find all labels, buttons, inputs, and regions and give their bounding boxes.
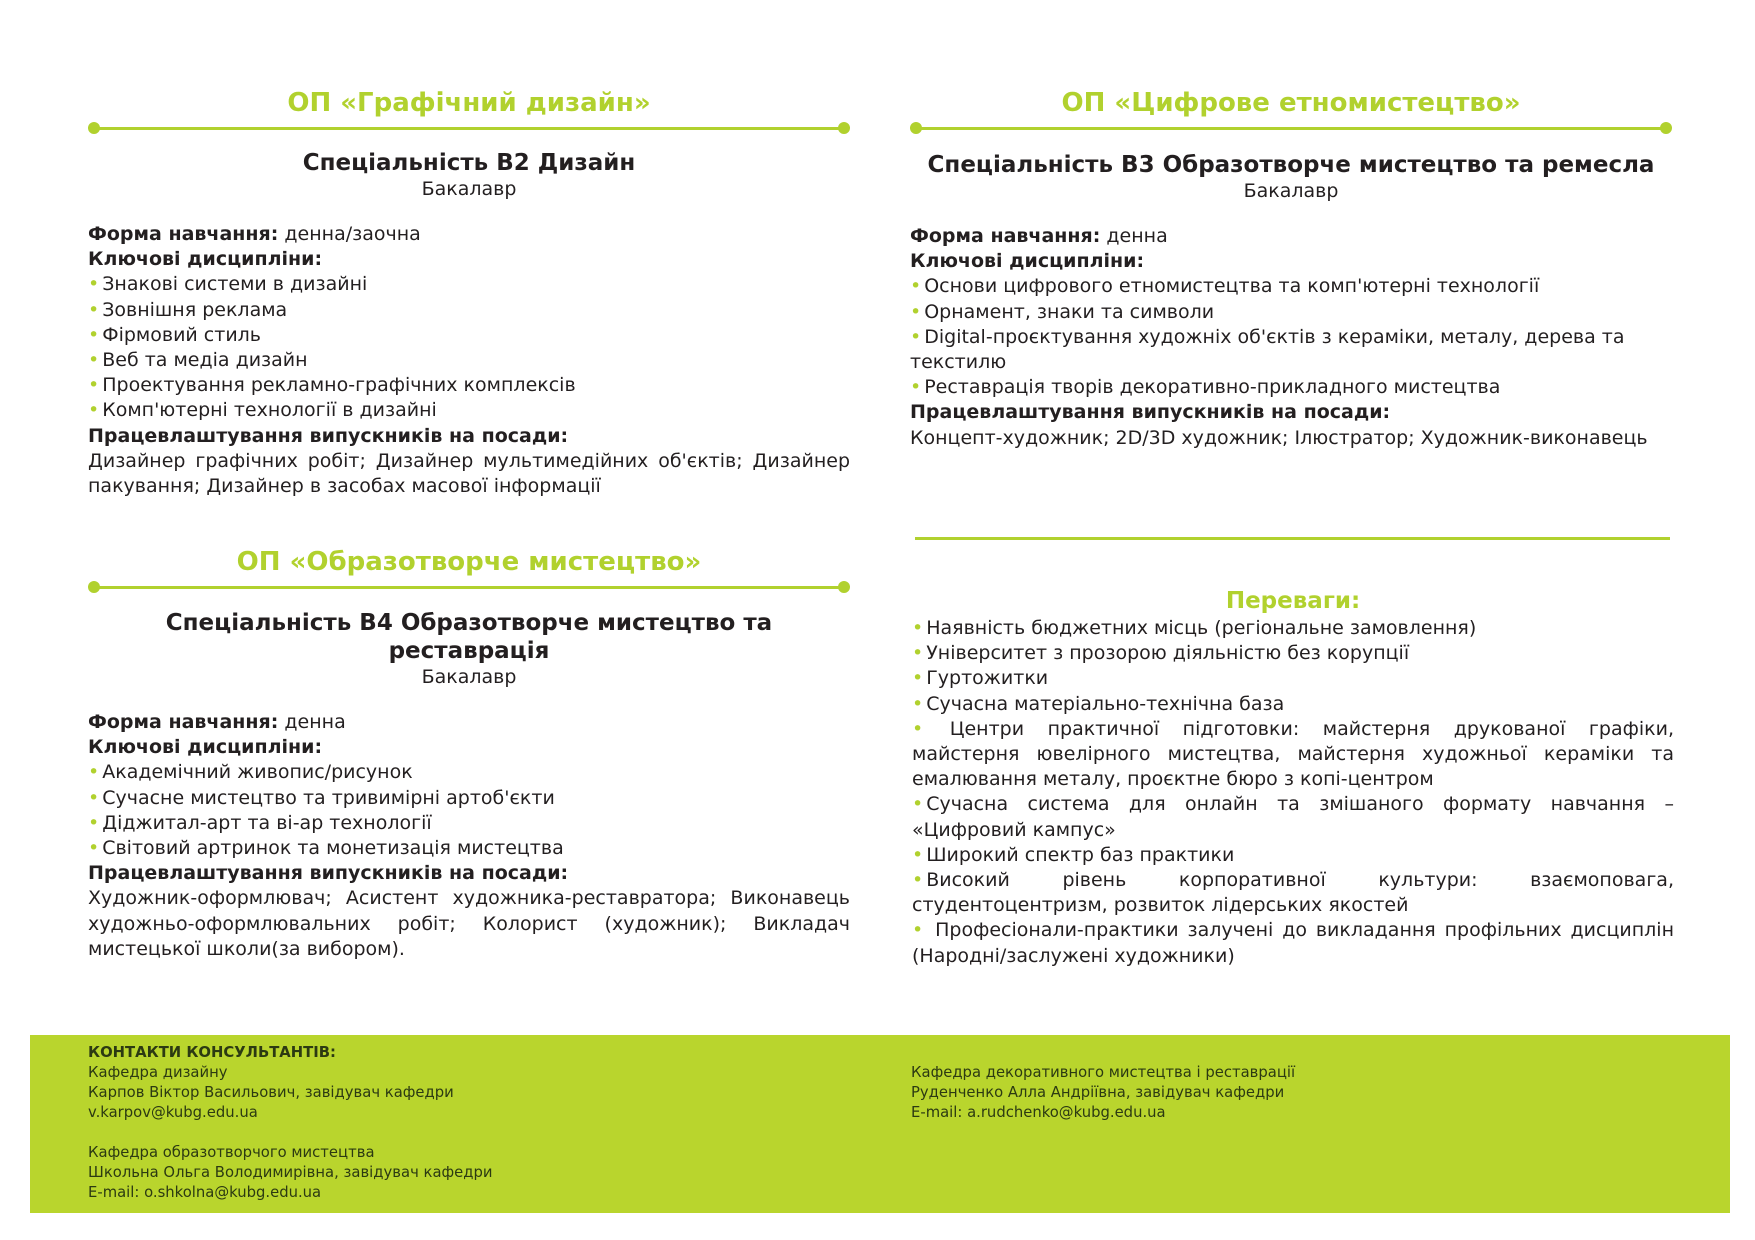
- program-title: ОП «Цифрове етномистецтво»: [1061, 88, 1521, 118]
- employment-label: Працевлаштування випускників на посади:: [88, 424, 569, 447]
- employment-text: Концепт-художник; 2D/3D художник; Ілюстратор; Художник-виконавець: [910, 426, 1648, 449]
- title-divider: [88, 580, 850, 594]
- department-head: Карпов Віктор Васильович, завідувач кафедри: [88, 1084, 454, 1101]
- list-item: • Проектування рекламно-графічних комплексів: [88, 373, 850, 398]
- list-item: • Сучасна система для онлайн та змішаного формату навчання – «Цифровий кампус»: [912, 792, 1674, 842]
- list-item: • Digital-проєктування художніх об'єктів з кераміки, металу, дерева та текстилю: [910, 325, 1672, 375]
- list-item: • Гуртожитки: [912, 666, 1674, 691]
- program-fine-art: [88, 544, 850, 962]
- disciplines-label: Ключові дисципліни:: [88, 736, 323, 759]
- list-item: • Академічний живопис/рисунок: [88, 760, 850, 785]
- advantages-section: [912, 586, 1674, 969]
- list-item: • Основи цифрового етномистецтва та комп'ютерні технології: [910, 274, 1672, 299]
- list-item: • Університет з прозорою діяльністю без корупції: [912, 641, 1674, 666]
- disciplines-label: Ключові дисципліни:: [910, 250, 1145, 273]
- program-title: ОП «Графічний дизайн»: [287, 88, 651, 118]
- email-link[interactable]: E-mail: a.rudchenko@kubg.edu.ua: [911, 1104, 1166, 1121]
- degree-label: Бакалавр: [421, 178, 517, 200]
- list-item: • Фірмовий стиль: [88, 323, 850, 348]
- list-item: • Наявність бюджетних місць (регіональне замовлення): [912, 616, 1674, 641]
- list-item: • Центри практичної підготовки: майстерня друкованої графіки, майстерня ювелірного мистецтва, майстерня художньої кераміки та емалювання металу, проєктне бюро з копі-центром: [912, 717, 1674, 793]
- section-divider: [915, 537, 1670, 540]
- list-item: • Комп'ютерні технології в дизайні: [88, 398, 850, 423]
- list-item: • Реставрація творів декоративно-прикладного мистецтва: [910, 375, 1672, 400]
- study-form: Форма навчання: денна: [910, 225, 1168, 247]
- list-item: • Широкий спектр баз практики: [912, 843, 1674, 868]
- email-link[interactable]: v.karpov@kubg.edu.ua: [88, 1104, 258, 1121]
- list-item: • Професіонали-практики залучені до викладання профільних дисциплін (Народні/заслужені художники): [912, 918, 1674, 968]
- study-form: Форма навчання: денна: [88, 711, 346, 733]
- title-divider: [910, 121, 1672, 135]
- email-link[interactable]: E-mail: o.shkolna@kubg.edu.ua: [88, 1184, 322, 1201]
- contacts-heading: КОНТАКТИ КОНСУЛЬТАНТІВ:: [88, 1044, 336, 1061]
- title-divider: [88, 121, 850, 135]
- list-item: • Високий рівень корпоративної культури: взаємоповага, студентоцентризм, розвиток лідерських якостей: [912, 868, 1674, 918]
- disciplines-label: Ключові дисципліни:: [88, 248, 323, 271]
- list-item: • Знакові системи в дизайні: [88, 272, 850, 297]
- specialty-heading: Спеціальність В3 Образотворче мистецтво та ремесла: [927, 152, 1655, 178]
- employment-label: Працевлаштування випускників на посади:: [88, 862, 569, 885]
- contacts-right-column: [911, 1063, 1691, 1123]
- list-item: • Орнамент, знаки та символи: [910, 300, 1672, 325]
- employment-text: Художник-оформлювач; Асистент художника-реставратора; Виконавець художньо-оформлювальних робіт; Колорист (художник); Викладач мистецької школи(за вибором).: [88, 887, 850, 960]
- list-item: • Сучасне мистецтво та тривимірні артоб'єкти: [88, 786, 850, 811]
- degree-label: Бакалавр: [421, 666, 517, 688]
- program-digital-ethno: [910, 85, 1672, 451]
- program-title: ОП «Образотворче мистецтво»: [236, 547, 702, 577]
- department-name: Кафедра декоративного мистецтва і реставрації: [911, 1064, 1296, 1081]
- advantages-title: Переваги:: [1225, 588, 1361, 614]
- contacts-left-column: [88, 1043, 848, 1203]
- list-item: • Зовнішня реклама: [88, 298, 850, 323]
- employment-text: Дизайнер графічних робіт; Дизайнер мультимедійних об'єктів; Дизайнер пакування; Дизайнер в засобах масової інформації: [88, 449, 850, 498]
- department-head: Руденченко Алла Андріївна, завідувач кафедри: [911, 1084, 1285, 1101]
- list-item: • Веб та медіа дизайн: [88, 348, 850, 373]
- list-item: • Діджитал-арт та ві-ар технології: [88, 811, 850, 836]
- specialty-heading: Спеціальність В2 Дизайн: [302, 150, 636, 176]
- specialty-heading: Спеціальність В4 Образотворче мистецтво та реставрація: [165, 610, 773, 664]
- department-head: Школьна Ольга Володимирівна, завідувач кафедри: [88, 1164, 493, 1181]
- contacts-footer: [30, 1035, 1730, 1213]
- degree-label: Бакалавр: [1243, 180, 1339, 202]
- employment-label: Працевлаштування випускників на посади:: [910, 401, 1391, 424]
- study-form: Форма навчання: денна/заочна: [88, 223, 421, 245]
- list-item: • Світовий артринок та монетизація мистецтва: [88, 836, 850, 861]
- department-name: Кафедра дизайну: [88, 1064, 228, 1081]
- program-graphic-design: [88, 85, 850, 499]
- department-name: Кафедра образотворчого мистецтва: [88, 1144, 375, 1161]
- list-item: • Сучасна матеріально-технічна база: [912, 692, 1674, 717]
